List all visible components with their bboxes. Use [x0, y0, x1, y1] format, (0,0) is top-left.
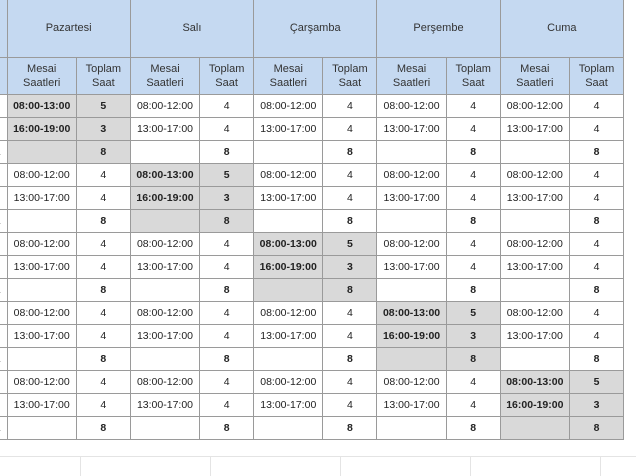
- total-hours-cell[interactable]: 8: [323, 210, 377, 233]
- row-label-cell[interactable]: [0, 187, 7, 210]
- work-hours-cell[interactable]: 08:00-12:00: [254, 164, 323, 187]
- work-hours-cell[interactable]: [254, 348, 323, 371]
- total-hours-cell[interactable]: 5: [200, 164, 254, 187]
- total-hours-cell[interactable]: 8: [446, 279, 500, 302]
- work-hours-cell[interactable]: 16:00-19:00: [254, 256, 323, 279]
- total-hours-cell[interactable]: 4: [446, 95, 500, 118]
- total-hours-cell[interactable]: 8: [200, 279, 254, 302]
- total-hours-cell[interactable]: 4: [570, 233, 624, 256]
- total-header-cell[interactable]: [570, 58, 624, 95]
- work-hours-cell[interactable]: 08:00-12:00: [130, 95, 199, 118]
- total-hours-cell[interactable]: 4: [323, 164, 377, 187]
- table-row: [0, 371, 624, 394]
- total-hours-cell[interactable]: 8: [200, 210, 254, 233]
- day-header-cell[interactable]: Pazartesi: [7, 0, 130, 58]
- hours-header-cell[interactable]: [377, 58, 446, 95]
- total-hours-cell[interactable]: 4: [323, 95, 377, 118]
- total-hours-cell[interactable]: 4: [570, 256, 624, 279]
- row-label-cell[interactable]: [0, 141, 7, 164]
- table-row: [0, 187, 624, 210]
- hours-header-cell[interactable]: [130, 58, 199, 95]
- daily-total-row: [0, 348, 624, 371]
- work-hours-cell[interactable]: 08:00-13:00: [254, 233, 323, 256]
- work-hours-cell[interactable]: 13:00-17:00: [254, 394, 323, 417]
- work-hours-cell[interactable]: 08:00-12:00: [500, 164, 569, 187]
- total-hours-cell[interactable]: 4: [76, 164, 130, 187]
- total-hours-cell[interactable]: 8: [76, 348, 130, 371]
- total-hours-cell[interactable]: 8: [323, 279, 377, 302]
- total-hours-cell[interactable]: 8: [200, 417, 254, 440]
- total-hours-cell[interactable]: 5: [76, 95, 130, 118]
- work-hours-cell[interactable]: [130, 210, 199, 233]
- work-hours-cell[interactable]: [130, 141, 199, 164]
- work-hours-cell[interactable]: [500, 210, 569, 233]
- row-label-cell[interactable]: [0, 233, 7, 256]
- work-hours-cell[interactable]: [130, 348, 199, 371]
- total-hours-cell[interactable]: 8: [446, 141, 500, 164]
- work-hours-cell[interactable]: 08:00-12:00: [377, 371, 446, 394]
- work-hours-cell[interactable]: 13:00-17:00: [130, 394, 199, 417]
- work-hours-cell[interactable]: 08:00-13:00: [7, 95, 76, 118]
- hours-header-line2: Saatleri: [269, 77, 307, 89]
- total-hours-cell[interactable]: 5: [323, 233, 377, 256]
- total-header-line2: Saat: [461, 77, 485, 89]
- hours-header-line2: Saatleri: [23, 77, 61, 89]
- total-hours-cell[interactable]: 8: [323, 348, 377, 371]
- total-hours-cell[interactable]: 4: [570, 95, 624, 118]
- row-label-cell[interactable]: [0, 302, 7, 325]
- work-hours-cell[interactable]: [500, 279, 569, 302]
- table-row: [0, 325, 624, 348]
- day-header-row: [0, 0, 624, 58]
- work-hours-cell[interactable]: [254, 141, 323, 164]
- total-hours-cell[interactable]: 4: [76, 325, 130, 348]
- table-row: [0, 302, 624, 325]
- row-label-cell[interactable]: [0, 95, 7, 118]
- work-hours-cell[interactable]: 16:00-19:00: [500, 394, 569, 417]
- total-hours-cell[interactable]: 8: [323, 141, 377, 164]
- total-hours-cell[interactable]: 4: [200, 256, 254, 279]
- total-hours-cell[interactable]: 4: [446, 164, 500, 187]
- work-hours-cell[interactable]: 08:00-12:00: [500, 302, 569, 325]
- table-row: [0, 95, 624, 118]
- table-row: [0, 233, 624, 256]
- subheader-row: [0, 58, 624, 95]
- total-hours-cell[interactable]: 8: [76, 210, 130, 233]
- total-hours-cell[interactable]: 4: [446, 256, 500, 279]
- work-hours-cell[interactable]: [500, 141, 569, 164]
- total-header-cell[interactable]: [446, 58, 500, 95]
- total-header-line1: Toplam: [578, 63, 615, 75]
- work-hours-cell[interactable]: 16:00-19:00: [130, 187, 199, 210]
- total-hours-cell[interactable]: 4: [76, 256, 130, 279]
- row-label-cell[interactable]: [0, 58, 7, 95]
- work-hours-cell[interactable]: 08:00-12:00: [377, 95, 446, 118]
- total-header-line1: Toplam: [85, 63, 122, 75]
- total-header-line2: Saat: [215, 77, 238, 89]
- work-hours-cell[interactable]: 08:00-13:00: [500, 371, 569, 394]
- work-hours-cell[interactable]: [254, 279, 323, 302]
- work-hours-cell[interactable]: [500, 348, 569, 371]
- work-hours-cell[interactable]: 13:00-17:00: [377, 394, 446, 417]
- total-hours-cell[interactable]: 8: [76, 417, 130, 440]
- row-label-cell[interactable]: [0, 118, 7, 141]
- total-header-line1: Toplam: [332, 63, 368, 75]
- total-hours-cell[interactable]: 8: [570, 210, 624, 233]
- total-header-cell[interactable]: [323, 58, 377, 95]
- day-header-cell[interactable]: Cuma: [500, 0, 623, 58]
- daily-total-row: [0, 141, 624, 164]
- work-hours-cell[interactable]: 08:00-12:00: [7, 233, 76, 256]
- day-header-cell[interactable]: Çarşamba: [254, 0, 377, 58]
- total-hours-cell[interactable]: 4: [446, 187, 500, 210]
- work-hours-cell[interactable]: 16:00-19:00: [7, 118, 76, 141]
- work-hours-cell[interactable]: 13:00-17:00: [500, 118, 569, 141]
- work-hours-cell[interactable]: 13:00-17:00: [7, 187, 76, 210]
- total-hours-cell[interactable]: 4: [200, 302, 254, 325]
- hours-header-line2: Saatleri: [516, 77, 554, 89]
- empty-grid-area: [0, 430, 636, 476]
- total-hours-cell[interactable]: 4: [76, 394, 130, 417]
- total-hours-cell[interactable]: 4: [570, 302, 624, 325]
- total-hours-cell[interactable]: 4: [323, 302, 377, 325]
- work-hours-cell[interactable]: 13:00-17:00: [500, 256, 569, 279]
- total-hours-cell[interactable]: 4: [446, 394, 500, 417]
- total-hours-cell[interactable]: 4: [200, 233, 254, 256]
- total-hours-cell[interactable]: 4: [570, 164, 624, 187]
- total-header-cell[interactable]: [200, 58, 254, 95]
- hours-header-line1: Mesai: [396, 63, 427, 75]
- total-hours-cell[interactable]: 4: [323, 118, 377, 141]
- total-hours-cell[interactable]: 4: [570, 187, 624, 210]
- total-header-line2: Saat: [585, 77, 608, 89]
- total-hours-cell[interactable]: 4: [570, 325, 624, 348]
- work-hours-cell[interactable]: 13:00-17:00: [254, 118, 323, 141]
- total-hours-cell[interactable]: 8: [446, 210, 500, 233]
- work-hours-cell[interactable]: [7, 141, 76, 164]
- table-row: [0, 118, 624, 141]
- day-header-cell[interactable]: Perşembe: [377, 0, 500, 58]
- total-hours-cell[interactable]: 5: [446, 302, 500, 325]
- table-row: [0, 394, 624, 417]
- total-hours-cell[interactable]: 8: [446, 348, 500, 371]
- total-hours-cell[interactable]: 4: [446, 371, 500, 394]
- work-hours-cell[interactable]: [377, 279, 446, 302]
- day-header-cell[interactable]: Salı: [130, 0, 253, 58]
- row-label-cell[interactable]: [0, 210, 7, 233]
- work-hours-cell[interactable]: 08:00-13:00: [377, 302, 446, 325]
- table-row: [0, 256, 624, 279]
- row-label-cell[interactable]: [0, 279, 7, 302]
- total-hours-cell[interactable]: 8: [200, 348, 254, 371]
- work-hours-cell[interactable]: 13:00-17:00: [377, 118, 446, 141]
- row-label-cell[interactable]: [0, 348, 7, 371]
- work-hours-cell[interactable]: 13:00-17:00: [7, 394, 76, 417]
- work-hours-cell[interactable]: 08:00-12:00: [254, 302, 323, 325]
- table-row: [0, 164, 624, 187]
- work-hours-cell[interactable]: 13:00-17:00: [130, 256, 199, 279]
- total-hours-cell[interactable]: 3: [76, 118, 130, 141]
- work-hours-cell[interactable]: 13:00-17:00: [7, 256, 76, 279]
- total-header-cell[interactable]: [76, 58, 130, 95]
- row-label-cell[interactable]: [0, 325, 7, 348]
- total-hours-cell[interactable]: 8: [446, 417, 500, 440]
- total-hours-cell[interactable]: 4: [200, 95, 254, 118]
- hours-header-cell[interactable]: [254, 58, 323, 95]
- hours-header-line2: Saatleri: [392, 77, 431, 89]
- work-hours-cell[interactable]: 08:00-12:00: [500, 233, 569, 256]
- hours-header-line2: Saatleri: [146, 77, 184, 89]
- total-hours-cell[interactable]: 8: [323, 417, 377, 440]
- work-hours-cell[interactable]: 13:00-17:00: [500, 325, 569, 348]
- total-hours-cell[interactable]: 4: [323, 325, 377, 348]
- total-hours-cell[interactable]: 3: [570, 394, 624, 417]
- work-hours-cell[interactable]: 08:00-12:00: [7, 371, 76, 394]
- work-hours-cell[interactable]: [254, 210, 323, 233]
- total-hours-cell[interactable]: 8: [76, 141, 130, 164]
- total-hours-cell[interactable]: 4: [200, 371, 254, 394]
- total-hours-cell[interactable]: 3: [446, 325, 500, 348]
- total-hours-cell[interactable]: 4: [570, 118, 624, 141]
- work-hours-cell[interactable]: [377, 141, 446, 164]
- daily-total-row: [0, 210, 624, 233]
- row-label-cell[interactable]: [0, 164, 7, 187]
- row-label-cell[interactable]: [0, 371, 7, 394]
- total-hours-cell[interactable]: 4: [76, 302, 130, 325]
- work-hours-cell[interactable]: 13:00-17:00: [377, 187, 446, 210]
- work-hours-cell[interactable]: 08:00-12:00: [7, 302, 76, 325]
- work-hours-cell[interactable]: 16:00-19:00: [377, 325, 446, 348]
- row-label-cell[interactable]: [0, 394, 7, 417]
- hours-header-line1: Mesai: [150, 63, 180, 75]
- total-hours-cell[interactable]: 5: [570, 371, 624, 394]
- daily-total-row: [0, 279, 624, 302]
- row-label-cell[interactable]: [0, 256, 7, 279]
- work-hours-cell[interactable]: 13:00-17:00: [500, 187, 569, 210]
- work-hours-cell[interactable]: 08:00-12:00: [130, 233, 199, 256]
- hours-header-line1: Mesai: [273, 63, 303, 75]
- total-hours-cell[interactable]: 8: [200, 141, 254, 164]
- total-hours-cell[interactable]: 8: [570, 279, 624, 302]
- work-hours-cell[interactable]: [7, 279, 76, 302]
- work-hours-cell[interactable]: 08:00-12:00: [130, 302, 199, 325]
- total-header-line2: Saat: [338, 77, 362, 89]
- work-hours-cell[interactable]: 13:00-17:00: [377, 256, 446, 279]
- work-hours-cell[interactable]: 08:00-12:00: [254, 95, 323, 118]
- total-header-line1: Toplam: [208, 63, 245, 75]
- total-hours-cell[interactable]: 4: [323, 371, 377, 394]
- work-hours-cell[interactable]: 08:00-13:00: [130, 164, 199, 187]
- work-hours-cell[interactable]: 13:00-17:00: [130, 118, 199, 141]
- total-hours-cell[interactable]: 3: [200, 187, 254, 210]
- work-hours-cell[interactable]: [7, 210, 76, 233]
- work-hours-cell[interactable]: 13:00-17:00: [254, 325, 323, 348]
- work-hours-cell[interactable]: 08:00-12:00: [130, 371, 199, 394]
- total-hours-cell[interactable]: 4: [76, 187, 130, 210]
- work-hours-cell[interactable]: 08:00-12:00: [254, 371, 323, 394]
- work-hours-cell[interactable]: 13:00-17:00: [7, 325, 76, 348]
- hours-header-line1: Mesai: [27, 63, 57, 75]
- hours-header-cell[interactable]: [7, 58, 76, 95]
- work-hours-cell[interactable]: [130, 279, 199, 302]
- work-hours-cell[interactable]: 08:00-12:00: [377, 164, 446, 187]
- total-hours-cell[interactable]: 4: [323, 187, 377, 210]
- corner-cell[interactable]: [0, 0, 7, 58]
- work-hours-cell[interactable]: [377, 210, 446, 233]
- total-hours-cell[interactable]: 4: [446, 233, 500, 256]
- total-hours-cell[interactable]: 4: [200, 394, 254, 417]
- total-hours-cell[interactable]: 4: [200, 118, 254, 141]
- hours-header-line1: Mesai: [520, 63, 550, 75]
- total-hours-cell[interactable]: 8: [76, 279, 130, 302]
- work-hours-cell[interactable]: 13:00-17:00: [130, 325, 199, 348]
- total-hours-cell[interactable]: 4: [76, 233, 130, 256]
- total-hours-cell[interactable]: 4: [323, 394, 377, 417]
- total-header-line1: Toplam: [455, 63, 491, 75]
- total-hours-cell[interactable]: 8: [570, 141, 624, 164]
- work-hours-cell[interactable]: 08:00-12:00: [500, 95, 569, 118]
- total-hours-cell[interactable]: 4: [76, 371, 130, 394]
- total-hours-cell[interactable]: 3: [323, 256, 377, 279]
- work-hours-cell[interactable]: 08:00-12:00: [7, 164, 76, 187]
- total-hours-cell[interactable]: 4: [446, 118, 500, 141]
- total-hours-cell[interactable]: 8: [570, 417, 624, 440]
- work-hours-cell[interactable]: 08:00-12:00: [377, 233, 446, 256]
- hours-header-cell[interactable]: [500, 58, 569, 95]
- work-hours-cell[interactable]: 13:00-17:00: [254, 187, 323, 210]
- work-hours-cell[interactable]: [7, 348, 76, 371]
- total-header-line2: Saat: [92, 77, 115, 89]
- work-hours-cell[interactable]: [377, 348, 446, 371]
- total-hours-cell[interactable]: 8: [570, 348, 624, 371]
- total-hours-cell[interactable]: 4: [200, 325, 254, 348]
